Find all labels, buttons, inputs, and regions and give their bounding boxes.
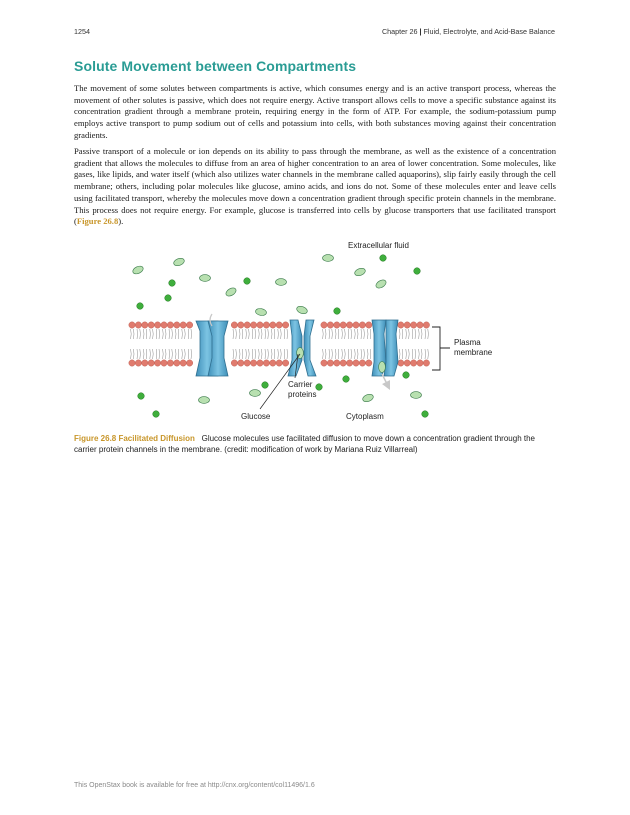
solute-dot (334, 308, 341, 315)
lipid-tail (284, 349, 285, 359)
extracellular-fluid-label: Extracellular fluid (348, 241, 409, 250)
lipid-tail (255, 329, 256, 339)
lipid-tail (402, 329, 403, 339)
glucose-molecule (173, 257, 186, 267)
lipid-tail (364, 329, 365, 339)
solute-dot (343, 376, 350, 383)
glucose-molecule (250, 390, 261, 397)
page-number: 1254 (74, 27, 90, 36)
lipid-tail (188, 329, 189, 339)
glucose-molecule (375, 278, 388, 289)
lipid-tail (274, 349, 275, 359)
lipid-tail (233, 329, 234, 339)
lipid-tail (406, 329, 407, 339)
lipid-tail (399, 349, 400, 359)
lipid-tail (367, 329, 368, 339)
lipid-tail (153, 349, 154, 359)
lipid-tail (361, 329, 362, 339)
lipid-head (340, 360, 346, 366)
lipid-head (231, 360, 237, 366)
lipid-tail (325, 329, 326, 339)
cytoplasm-label: Cytoplasm (346, 412, 384, 421)
lipid-head (244, 322, 250, 328)
lipid-head (359, 360, 365, 366)
lipid-tail (265, 329, 266, 339)
lipid-head (417, 360, 423, 366)
solute-dot (316, 384, 323, 391)
lipid-tail (345, 329, 346, 339)
lipid-tail (402, 349, 403, 359)
lipid-tail (131, 349, 132, 359)
header-separator: | (419, 27, 422, 36)
lipid-head (129, 322, 135, 328)
lipid-tail (146, 349, 147, 359)
lipid-tail (409, 349, 410, 359)
lipid-tail (428, 329, 429, 339)
lipid-tail (370, 349, 371, 359)
lipid-tail (342, 329, 343, 339)
lipid-tail (348, 329, 349, 339)
lipid-head (250, 322, 256, 328)
lipid-tail (278, 349, 279, 359)
lipid-head (135, 322, 141, 328)
lipid-tail (419, 349, 420, 359)
lipid-head (238, 360, 244, 366)
paragraph-passive-transport (74, 146, 556, 228)
lipid-head (161, 360, 167, 366)
lipid-head (404, 322, 410, 328)
lipid-tail (252, 349, 253, 359)
lipid-head (257, 322, 263, 328)
lipid-tail (188, 349, 189, 359)
lipid-tail (281, 329, 282, 339)
facilitated-diffusion-figure (120, 236, 510, 426)
glucose-molecule (276, 279, 287, 286)
solute-dot (137, 303, 144, 310)
chapter-prefix: Chapter 26 (381, 27, 418, 36)
figure-reference-link[interactable]: Figure 26.8 (76, 216, 119, 227)
lipid-head (270, 360, 276, 366)
lipid-tail (415, 349, 416, 359)
paragraph-passive-end: ). (118, 216, 124, 227)
solute-dot (165, 295, 172, 302)
lipid-tail (175, 329, 176, 339)
lipid-tail (271, 349, 272, 359)
solute-dot (414, 268, 421, 275)
lipid-head (404, 360, 410, 366)
lipid-tail (242, 329, 243, 339)
carrier-label-line1: Carrier (288, 380, 313, 389)
lipid-tail (348, 349, 349, 359)
lipid-tail (364, 349, 365, 359)
lipid-tail (239, 349, 240, 359)
lipid-head (174, 360, 180, 366)
lipid-tail (252, 329, 253, 339)
solute-dot (403, 372, 410, 379)
lipid-tail (425, 349, 426, 359)
lipid-head (263, 322, 269, 328)
lipid-tail (242, 349, 243, 359)
lipid-tail (284, 329, 285, 339)
lipid-tail (323, 349, 324, 359)
lipid-head (327, 322, 333, 328)
lipid-tail (137, 349, 138, 359)
lipid-tail (351, 349, 352, 359)
lipid-tail (143, 329, 144, 339)
lipid-tail (191, 329, 192, 339)
lipid-tail (236, 329, 237, 339)
lipid-head (129, 360, 135, 366)
lipid-head (398, 360, 404, 366)
lipid-tail (329, 329, 330, 339)
carrier-proteins-label (288, 380, 316, 400)
lipid-head (148, 322, 154, 328)
lipid-head (366, 322, 372, 328)
lipid-tail (409, 329, 410, 339)
lipid-head (359, 322, 365, 328)
glucose-molecule (255, 308, 267, 317)
glucose-molecule (411, 392, 422, 399)
lipid-tail (278, 329, 279, 339)
carrier-protein-3-right (384, 320, 398, 376)
lipid-tail (325, 349, 326, 359)
glucose-label: Glucose (241, 412, 271, 421)
lipid-tail (239, 329, 240, 339)
lipid-tail (425, 329, 426, 339)
lipid-tail (335, 329, 336, 339)
lipid-tail (412, 329, 413, 339)
lipid-head (167, 322, 173, 328)
running-header (382, 27, 555, 36)
lipid-tail (419, 329, 420, 339)
lipid-tail (163, 349, 164, 359)
lipid-head (180, 360, 186, 366)
lipid-tail (246, 349, 247, 359)
paragraph-passive-text: Passive transport of a molecule or ion depends on its ability to pass through the membrane, as well as the existence of a concentration gradient that allows the molecules to diffuse from an area of higher concentration to an area of lower concentration. Some molecules, like gases, like lipids, and water itself (which also utilizes water channels in the membrane called aquaporins), slip fairly easily through the cell membrane; others, including polar molecules like glucose, amino acids, and ions do not. Some of these molecules enter and leave cells using facilitated transport, whereby the molecules move down a concentration gradient through specific protein channels in the membrane. This process does not require energy. For example, glucose is transferred into cells by glucose transporters that use facilitated transport ( (74, 146, 556, 227)
solute-dot (262, 382, 269, 389)
lipid-head (282, 360, 288, 366)
glucose-molecule (323, 255, 334, 262)
lipid-head (142, 360, 148, 366)
lipid-head (148, 360, 154, 366)
lipid-tail (367, 349, 368, 359)
lipid-tail (338, 329, 339, 339)
lipid-tail (178, 329, 179, 339)
lipid-tail (342, 349, 343, 359)
lipid-head (353, 360, 359, 366)
glucose-molecule (354, 267, 367, 277)
lipid-tail (357, 329, 358, 339)
lipid-tail (185, 329, 186, 339)
lipid-tail (191, 349, 192, 359)
lipid-tail (159, 329, 160, 339)
section-title: Solute Movement between Compartments (74, 58, 357, 74)
lipid-tail (249, 329, 250, 339)
carrier-protein-2-right (304, 320, 316, 376)
paragraph-active-transport: The movement of some solutes between compartments is active, which consumes energy and is an active transport process, whereas the movement of other solutes is passive, which does not require energy. Active transport allows cells to move a specific substance against its concentration gradient through a membrane protein, requiring energy in the form of ATP. For example, the sodium-potassium pump employs active transport to pump sodium out of cells and potassium into cells, with both substances moving against their concentration gradients. (74, 83, 556, 140)
plasma-label-line2: membrane (454, 348, 493, 357)
caption-text: Glucose molecules use facilitated diffusion to move down a concentration gradient through the carrier protein channels in the membrane. (credit: modification of work by Mariana Ruiz Villarreal) (74, 434, 535, 454)
lipid-tail (169, 349, 170, 359)
lipid-tail (345, 349, 346, 359)
lipid-head (346, 360, 352, 366)
caption-title: Figure 26.8 Facilitated Diffusion (74, 434, 195, 443)
lipid-tail (261, 349, 262, 359)
lipid-head (231, 322, 237, 328)
lipid-head (154, 322, 160, 328)
chapter-title: Fluid, Electrolyte, and Acid-Base Balance (423, 27, 555, 36)
lipid-tail (399, 329, 400, 339)
lipid-head (410, 322, 416, 328)
lipid-tail (172, 349, 173, 359)
plasma-membrane-bracket (432, 327, 450, 370)
glucose-molecule (296, 305, 309, 315)
lipid-head (238, 322, 244, 328)
lipid-head (167, 360, 173, 366)
lipid-tail (150, 349, 151, 359)
lipid-head (142, 322, 148, 328)
lipid-head (340, 322, 346, 328)
solute-dot (422, 411, 429, 418)
solute-dot (169, 280, 176, 287)
lipid-head (244, 360, 250, 366)
lipid-tail (143, 349, 144, 359)
lipid-tail (415, 329, 416, 339)
lipid-tail (169, 329, 170, 339)
lipid-tail (182, 349, 183, 359)
carrier-label-line2: proteins (288, 390, 317, 399)
lipid-tail (156, 329, 157, 339)
lipid-tail (185, 349, 186, 359)
lipid-tail (259, 329, 260, 339)
glucose-molecule (200, 275, 211, 282)
lipid-tail (412, 349, 413, 359)
lipid-tail (236, 349, 237, 359)
lipid-head (417, 322, 423, 328)
lipid-tail (421, 329, 422, 339)
lipid-tail (265, 349, 266, 359)
lipid-tail (182, 329, 183, 339)
lipid-tail (163, 329, 164, 339)
lipid-head (321, 360, 327, 366)
lipid-tail (335, 349, 336, 359)
lipid-tail (287, 329, 288, 339)
lipid-tail (338, 349, 339, 359)
lipid-head (334, 360, 340, 366)
lipid-head (321, 322, 327, 328)
lipid-tail (175, 349, 176, 359)
lipid-head (398, 322, 404, 328)
plasma-label-line1: Plasma (454, 338, 481, 347)
plasma-membrane-label (454, 338, 492, 358)
lipid-tail (281, 349, 282, 359)
lipid-tail (259, 349, 260, 359)
lipid-tail (137, 329, 138, 339)
lipid-tail (268, 349, 269, 359)
lipid-tail (370, 329, 371, 339)
lipid-tail (133, 349, 134, 359)
lipid-tail (421, 349, 422, 359)
lipid-tail (332, 329, 333, 339)
lipid-head (423, 322, 429, 328)
lipid-head (257, 360, 263, 366)
lipid-head (270, 322, 276, 328)
lipid-head (174, 322, 180, 328)
lipid-head (353, 322, 359, 328)
lipid-tail (146, 329, 147, 339)
lipid-tail (355, 329, 356, 339)
lipid-tail (249, 349, 250, 359)
lipid-tail (246, 329, 247, 339)
glucose-molecule (132, 265, 145, 276)
lipid-tail (274, 329, 275, 339)
lipid-tail (332, 349, 333, 359)
lipid-head (161, 322, 167, 328)
lipid-tail (355, 349, 356, 359)
lipid-head (334, 322, 340, 328)
glucose-molecule (199, 397, 210, 404)
carrier-proteins-group (196, 320, 398, 376)
page-footer: This OpenStax book is available for free at http://cnx.org/content/col11496/1.6 (74, 782, 315, 789)
lipid-tail (271, 329, 272, 339)
lipid-tail (268, 329, 269, 339)
lipid-tail (361, 349, 362, 359)
lipid-head (276, 360, 282, 366)
lipid-tail (428, 349, 429, 359)
lipid-tail (140, 349, 141, 359)
lipid-head (186, 360, 192, 366)
lipid-tail (172, 329, 173, 339)
lipid-tail (357, 349, 358, 359)
lipid-head (154, 360, 160, 366)
glucose-molecule (225, 286, 238, 297)
lipid-tail (165, 349, 166, 359)
lipid-tail (351, 329, 352, 339)
lipid-tail (133, 329, 134, 339)
lipid-tail (150, 329, 151, 339)
glucose-molecule (379, 362, 386, 373)
lipid-tail (287, 349, 288, 359)
lipid-head (423, 360, 429, 366)
solute-dot (153, 411, 160, 418)
lipid-head (250, 360, 256, 366)
glucose-molecule (362, 393, 375, 403)
lipid-tail (261, 329, 262, 339)
lipid-tail (178, 349, 179, 359)
lipid-tail (140, 329, 141, 339)
lipid-tail (323, 329, 324, 339)
lipid-tail (233, 349, 234, 359)
lipid-tail (165, 329, 166, 339)
lipid-head (282, 322, 288, 328)
lipid-tail (156, 349, 157, 359)
lipid-head (186, 322, 192, 328)
figure-caption (74, 433, 558, 455)
lipid-head (135, 360, 141, 366)
lipid-head (327, 360, 333, 366)
lipid-head (276, 322, 282, 328)
solute-dot (138, 393, 145, 400)
solute-dot (380, 255, 387, 262)
lipid-head (180, 322, 186, 328)
solute-dot (244, 278, 251, 285)
lipid-tail (159, 349, 160, 359)
lipid-tail (329, 349, 330, 359)
lipid-head (346, 322, 352, 328)
lipid-tail (131, 329, 132, 339)
lipid-head (410, 360, 416, 366)
lipid-tail (406, 349, 407, 359)
lipid-tail (153, 329, 154, 339)
lipid-head (366, 360, 372, 366)
lipid-tail (255, 349, 256, 359)
lipid-head (263, 360, 269, 366)
